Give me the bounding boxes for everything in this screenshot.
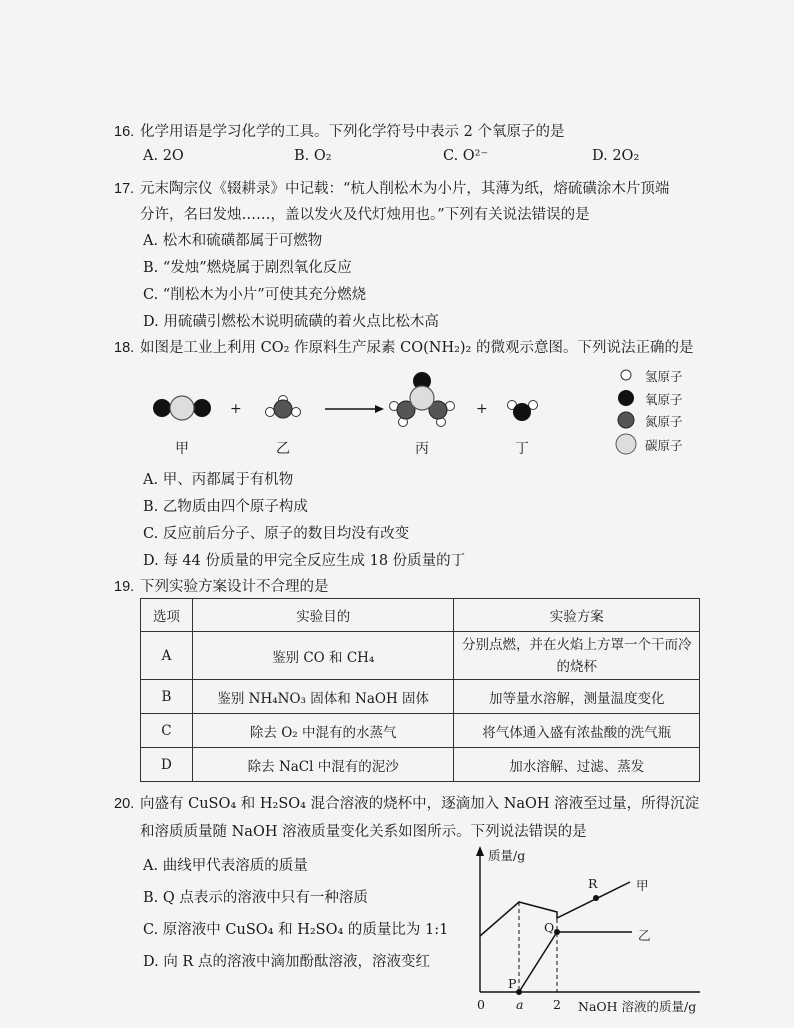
point-p-dot [516, 989, 522, 995]
row-option: C [141, 714, 193, 748]
label-ding: 丁 [515, 441, 529, 457]
option-letter: B. [143, 499, 159, 515]
row-purpose: 鉴别 NH₄NO₃ 固体和 NaOH 固体 [192, 680, 454, 714]
row-plan: 分别点燃，并在火焰上方罩一个干而冷的烧杯 [454, 632, 700, 680]
plus-sign-1: + [230, 401, 242, 417]
option-letter: D. [143, 553, 159, 569]
q17-number: 17. [114, 181, 135, 197]
q20-number: 20. [114, 796, 135, 812]
graph-point-p: P [508, 976, 517, 991]
option-letter: C. [143, 287, 159, 303]
header-plan: 实验方案 [454, 599, 700, 632]
row-option: D [141, 748, 193, 782]
row-purpose: 除去 NaCl 中混有的泥沙 [192, 748, 454, 782]
option-text: 向 R 点的溶液中滴加酚酞溶液，溶液变红 [163, 954, 430, 970]
option-letter: D. [143, 954, 159, 970]
option-text: 2O [162, 148, 184, 164]
q19-stem-text: 下列实验方案设计不合理的是 [140, 579, 329, 595]
point-r-dot [593, 895, 599, 901]
q16-number: 16. [114, 124, 135, 140]
graph-point-q: Q [544, 920, 555, 935]
option-text: 曲线甲代表溶质的质量 [162, 858, 308, 874]
option-text: O₂ [313, 148, 332, 164]
row-plan: 加等量水溶解，测量温度变化 [454, 680, 700, 714]
legend-carbon: 碳原子 [645, 438, 683, 453]
q17-line2: 分许，名曰发烛……，盖以发火及代灯烛用也。”下列有关说法错误的是 [140, 207, 590, 223]
q20-line1: 向盛有 CuSO₄ 和 H₂SO₄ 混合溶液的烧杯中，逐滴加入 NaOH 溶液至过量，所得沉淀 [140, 796, 700, 812]
graph-curve-yi-label: 乙 [638, 928, 651, 943]
row-plan: 加水溶解、过滤、蒸发 [454, 748, 700, 782]
graph-point-r: R [588, 876, 598, 891]
option-letter: C. [143, 922, 159, 938]
option-letter: D. [592, 148, 608, 164]
point-q-dot [554, 929, 560, 935]
option-letter: A. [143, 858, 159, 874]
option-text: 反应前后分子、原子的数目均没有改变 [162, 526, 410, 542]
legend-hydrogen: 氢原子 [645, 369, 683, 384]
option-letter: A. [143, 233, 159, 249]
option-letter: B. [143, 890, 159, 906]
y-axis-arrow [476, 846, 484, 856]
option-text: 2O₂ [612, 148, 640, 164]
plus-sign-2: + [476, 401, 488, 417]
option-text: “削松木为小片”可使其充分燃烧 [162, 287, 367, 303]
option-letter: B. [294, 148, 310, 164]
option-letter: B. [143, 260, 159, 276]
option-text: 原溶液中 CuSO₄ 和 H₂SO₄ 的质量比为 1:1 [162, 922, 449, 938]
row-option: B [141, 680, 193, 714]
graph-ylabel: 质量/g [488, 848, 526, 863]
q17-line1: 元末陶宗仪《辍耕录》中记载：“杭人削松木为小片，其薄为纸，熔硫磺涂木片顶端 [140, 181, 670, 197]
option-text: 乙物质由四个原子构成 [162, 499, 308, 515]
legend-oxygen: 氧原子 [645, 392, 683, 407]
row-purpose: 鉴别 CO 和 CH₄ [192, 632, 454, 680]
option-text: 甲、丙都属于有机物 [162, 472, 294, 488]
option-text: O²⁻ [462, 148, 489, 164]
option-text: 用硫磺引燃松木说明硫磺的着火点比松木高 [163, 314, 439, 330]
q19-number: 19. [114, 579, 135, 595]
curve-yi-rise [519, 932, 557, 992]
q18-stem-text: 如图是工业上利用 CO₂ 作原料生产尿素 CO(NH₂)₂ 的微观示意图。下列说法正确的是 [140, 340, 694, 356]
option-text: 松木和硫磺都属于可燃物 [162, 233, 323, 249]
q20-line2: 和溶质质量随 NaOH 溶液质量变化关系如图所示。下列说法错误的是 [140, 824, 587, 840]
q16-stem-text: 化学用语是学习化学的工具。下列化学符号中表示 2 个氧原子的是 [140, 124, 565, 140]
option-letter: C. [143, 526, 159, 542]
header-purpose: 实验目的 [192, 599, 454, 632]
row-purpose: 除去 O₂ 中混有的水蒸气 [192, 714, 454, 748]
row-plan: 将气体通入盛有浓盐酸的洗气瓶 [454, 714, 700, 748]
graph-origin: 0 [477, 997, 485, 1012]
option-letter: A. [143, 148, 159, 164]
q18-number: 18. [114, 340, 135, 356]
option-letter: A. [143, 472, 159, 488]
graph-tick-2: 2 [553, 997, 561, 1012]
legend-nitrogen: 氮原子 [645, 414, 683, 429]
label-bing: 丙 [415, 441, 429, 457]
label-yi: 乙 [276, 441, 290, 457]
label-jia: 甲 [175, 441, 189, 457]
curve-jia [480, 882, 630, 936]
row-option: A [141, 632, 193, 680]
option-text: Q 点表示的溶液中只有一种溶质 [162, 890, 368, 906]
graph-xlabel: NaOH 溶液的质量/g [578, 999, 697, 1014]
option-letter: C. [443, 148, 459, 164]
header-option: 选项 [141, 599, 193, 632]
graph-curve-jia-label: 甲 [636, 878, 649, 893]
graph-tick-a: a [516, 997, 524, 1012]
option-letter: D. [143, 314, 159, 330]
option-text: 每 44 份质量的甲完全反应生成 18 份质量的丁 [163, 553, 466, 569]
option-text: “发烛”燃烧属于剧烈氧化反应 [162, 260, 352, 276]
